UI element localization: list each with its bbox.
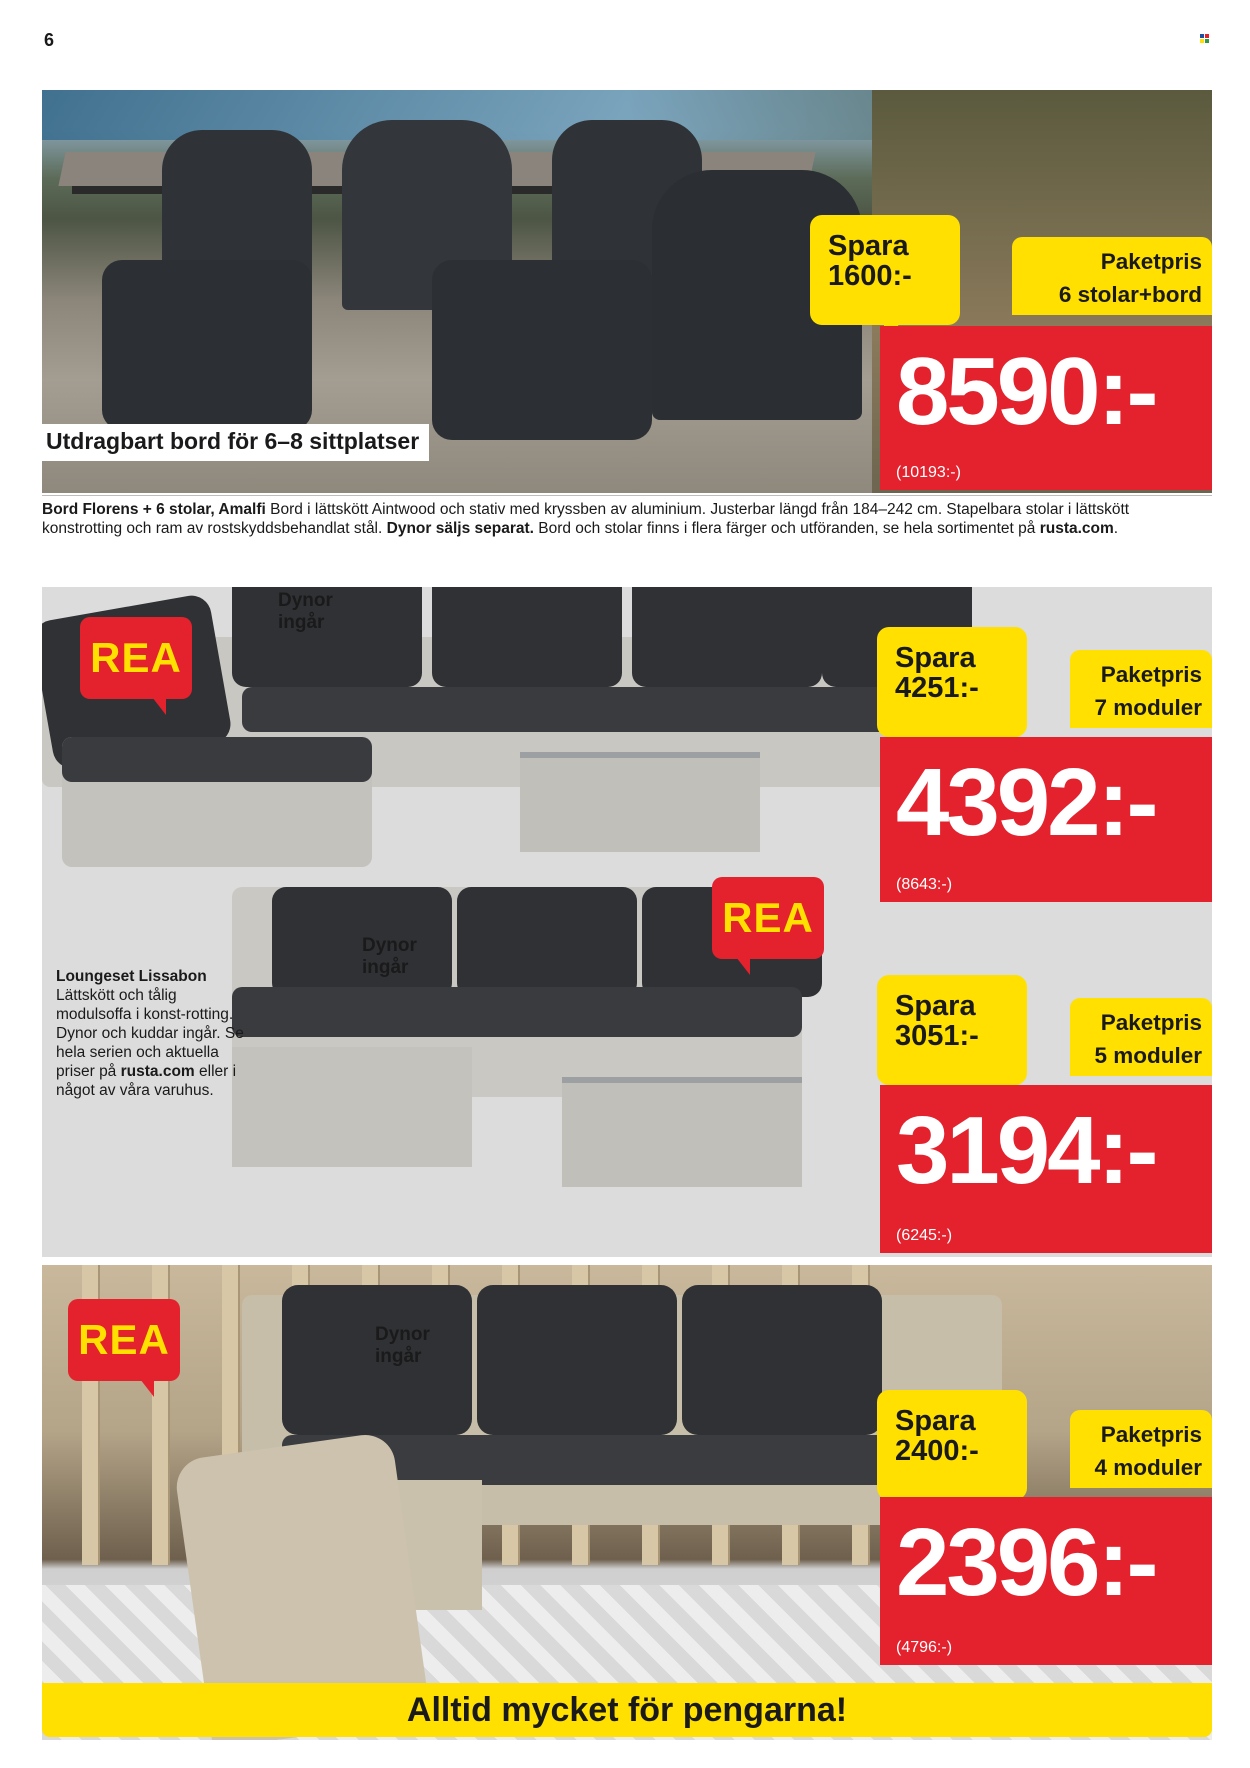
- savings-amount: 3051:-: [895, 1020, 979, 1052]
- sale-badge: REA: [68, 1299, 180, 1381]
- price-box: [880, 1085, 1212, 1253]
- package-label: [1012, 237, 1212, 315]
- package-label-contents: 5 moduler: [1094, 1043, 1202, 1068]
- price-box: [880, 1497, 1212, 1665]
- price: 3194:-: [896, 1097, 1156, 1204]
- price: 4392:-: [896, 749, 1156, 856]
- page-number: 6: [44, 30, 55, 50]
- savings-badge: [877, 627, 1027, 737]
- package-label-contents: 6 stolar+bord: [1058, 282, 1202, 307]
- product-title: Utdragbart bord för 6–8 sittplatser: [42, 424, 429, 461]
- package-label: [1070, 1410, 1212, 1488]
- ordinary-price: (4796:-): [896, 1639, 953, 1656]
- package-label: [1070, 998, 1212, 1076]
- package-label-title: Paketpris: [1100, 662, 1202, 687]
- ordinary-price: (6245:-): [896, 1227, 953, 1244]
- package-label-contents: 7 moduler: [1094, 695, 1202, 720]
- sale-badge: REA: [712, 877, 824, 959]
- website-link[interactable]: rusta.com: [120, 1063, 195, 1080]
- description-text: Lättskött och tålig modulsoffa i konst-rotting. Dynor och kuddar ingår. Se hela serien och aktuella priser på: [56, 987, 244, 1080]
- package-label-title: Paketpris: [1100, 249, 1202, 274]
- cushions-included-label: [375, 1324, 430, 1368]
- description-end: .: [1113, 520, 1119, 537]
- included-text: ingår: [278, 612, 325, 633]
- package-label: [1070, 650, 1212, 728]
- savings-label: Spara: [895, 990, 976, 1022]
- product-name: Bord Florens + 6 stolar, Amalfi: [42, 501, 266, 518]
- included-text: ingår: [362, 957, 409, 978]
- cushions-text: Dynor: [278, 590, 333, 611]
- savings-label: Spara: [828, 230, 909, 262]
- savings-amount: 1600:-: [828, 260, 912, 292]
- package-label-title: Paketpris: [1100, 1010, 1202, 1035]
- cushions-text: Dynor: [362, 935, 417, 956]
- divider: [42, 495, 1212, 496]
- price: 8590:-: [896, 338, 1156, 445]
- savings-label: Spara: [895, 642, 976, 674]
- price-box: [880, 326, 1212, 490]
- description-text: Bord i lättskött Aintwood och stativ med kryssben av aluminium. Justerbar längd från 184–242 cm. Stapelbara stolar i lättskött konstrotting och ram av rostskyddsbehandlat stål.: [42, 501, 1130, 537]
- description-end: eller i något av våra varuhus.: [56, 1063, 237, 1099]
- description-text-2: Bord och stolar finns i flera färger och utföranden, se hela sortimentet på: [533, 520, 1040, 537]
- cushions-included-label: [278, 590, 333, 634]
- cushions-note: Dynor säljs separat.: [386, 520, 534, 537]
- price-box: [880, 737, 1212, 902]
- sale-badge: REA: [80, 617, 192, 699]
- cushions-text: Dynor: [375, 1324, 430, 1345]
- lounge-description: [56, 967, 246, 1100]
- slogan-banner: Alltid mycket för pengarna!: [42, 1683, 1212, 1737]
- savings-badge: [877, 1390, 1027, 1500]
- savings-amount: 4251:-: [895, 672, 979, 704]
- savings-badge: [810, 215, 960, 325]
- price: 2396:-: [896, 1509, 1156, 1616]
- ordinary-price: (10193:-): [896, 464, 961, 481]
- ordinary-price: (8643:-): [896, 876, 953, 893]
- website-link[interactable]: rusta.com: [1039, 520, 1114, 537]
- package-label-contents: 4 moduler: [1094, 1455, 1202, 1480]
- cushions-included-label: [362, 935, 417, 979]
- included-text: ingår: [375, 1346, 422, 1367]
- corner-color-mark: [1200, 34, 1210, 44]
- package-label-title: Paketpris: [1100, 1422, 1202, 1447]
- savings-label: Spara: [895, 1405, 976, 1437]
- product-description: [42, 500, 1212, 538]
- savings-amount: 2400:-: [895, 1435, 979, 1467]
- product-name: Loungeset Lissabon: [56, 968, 207, 985]
- savings-badge: [877, 975, 1027, 1085]
